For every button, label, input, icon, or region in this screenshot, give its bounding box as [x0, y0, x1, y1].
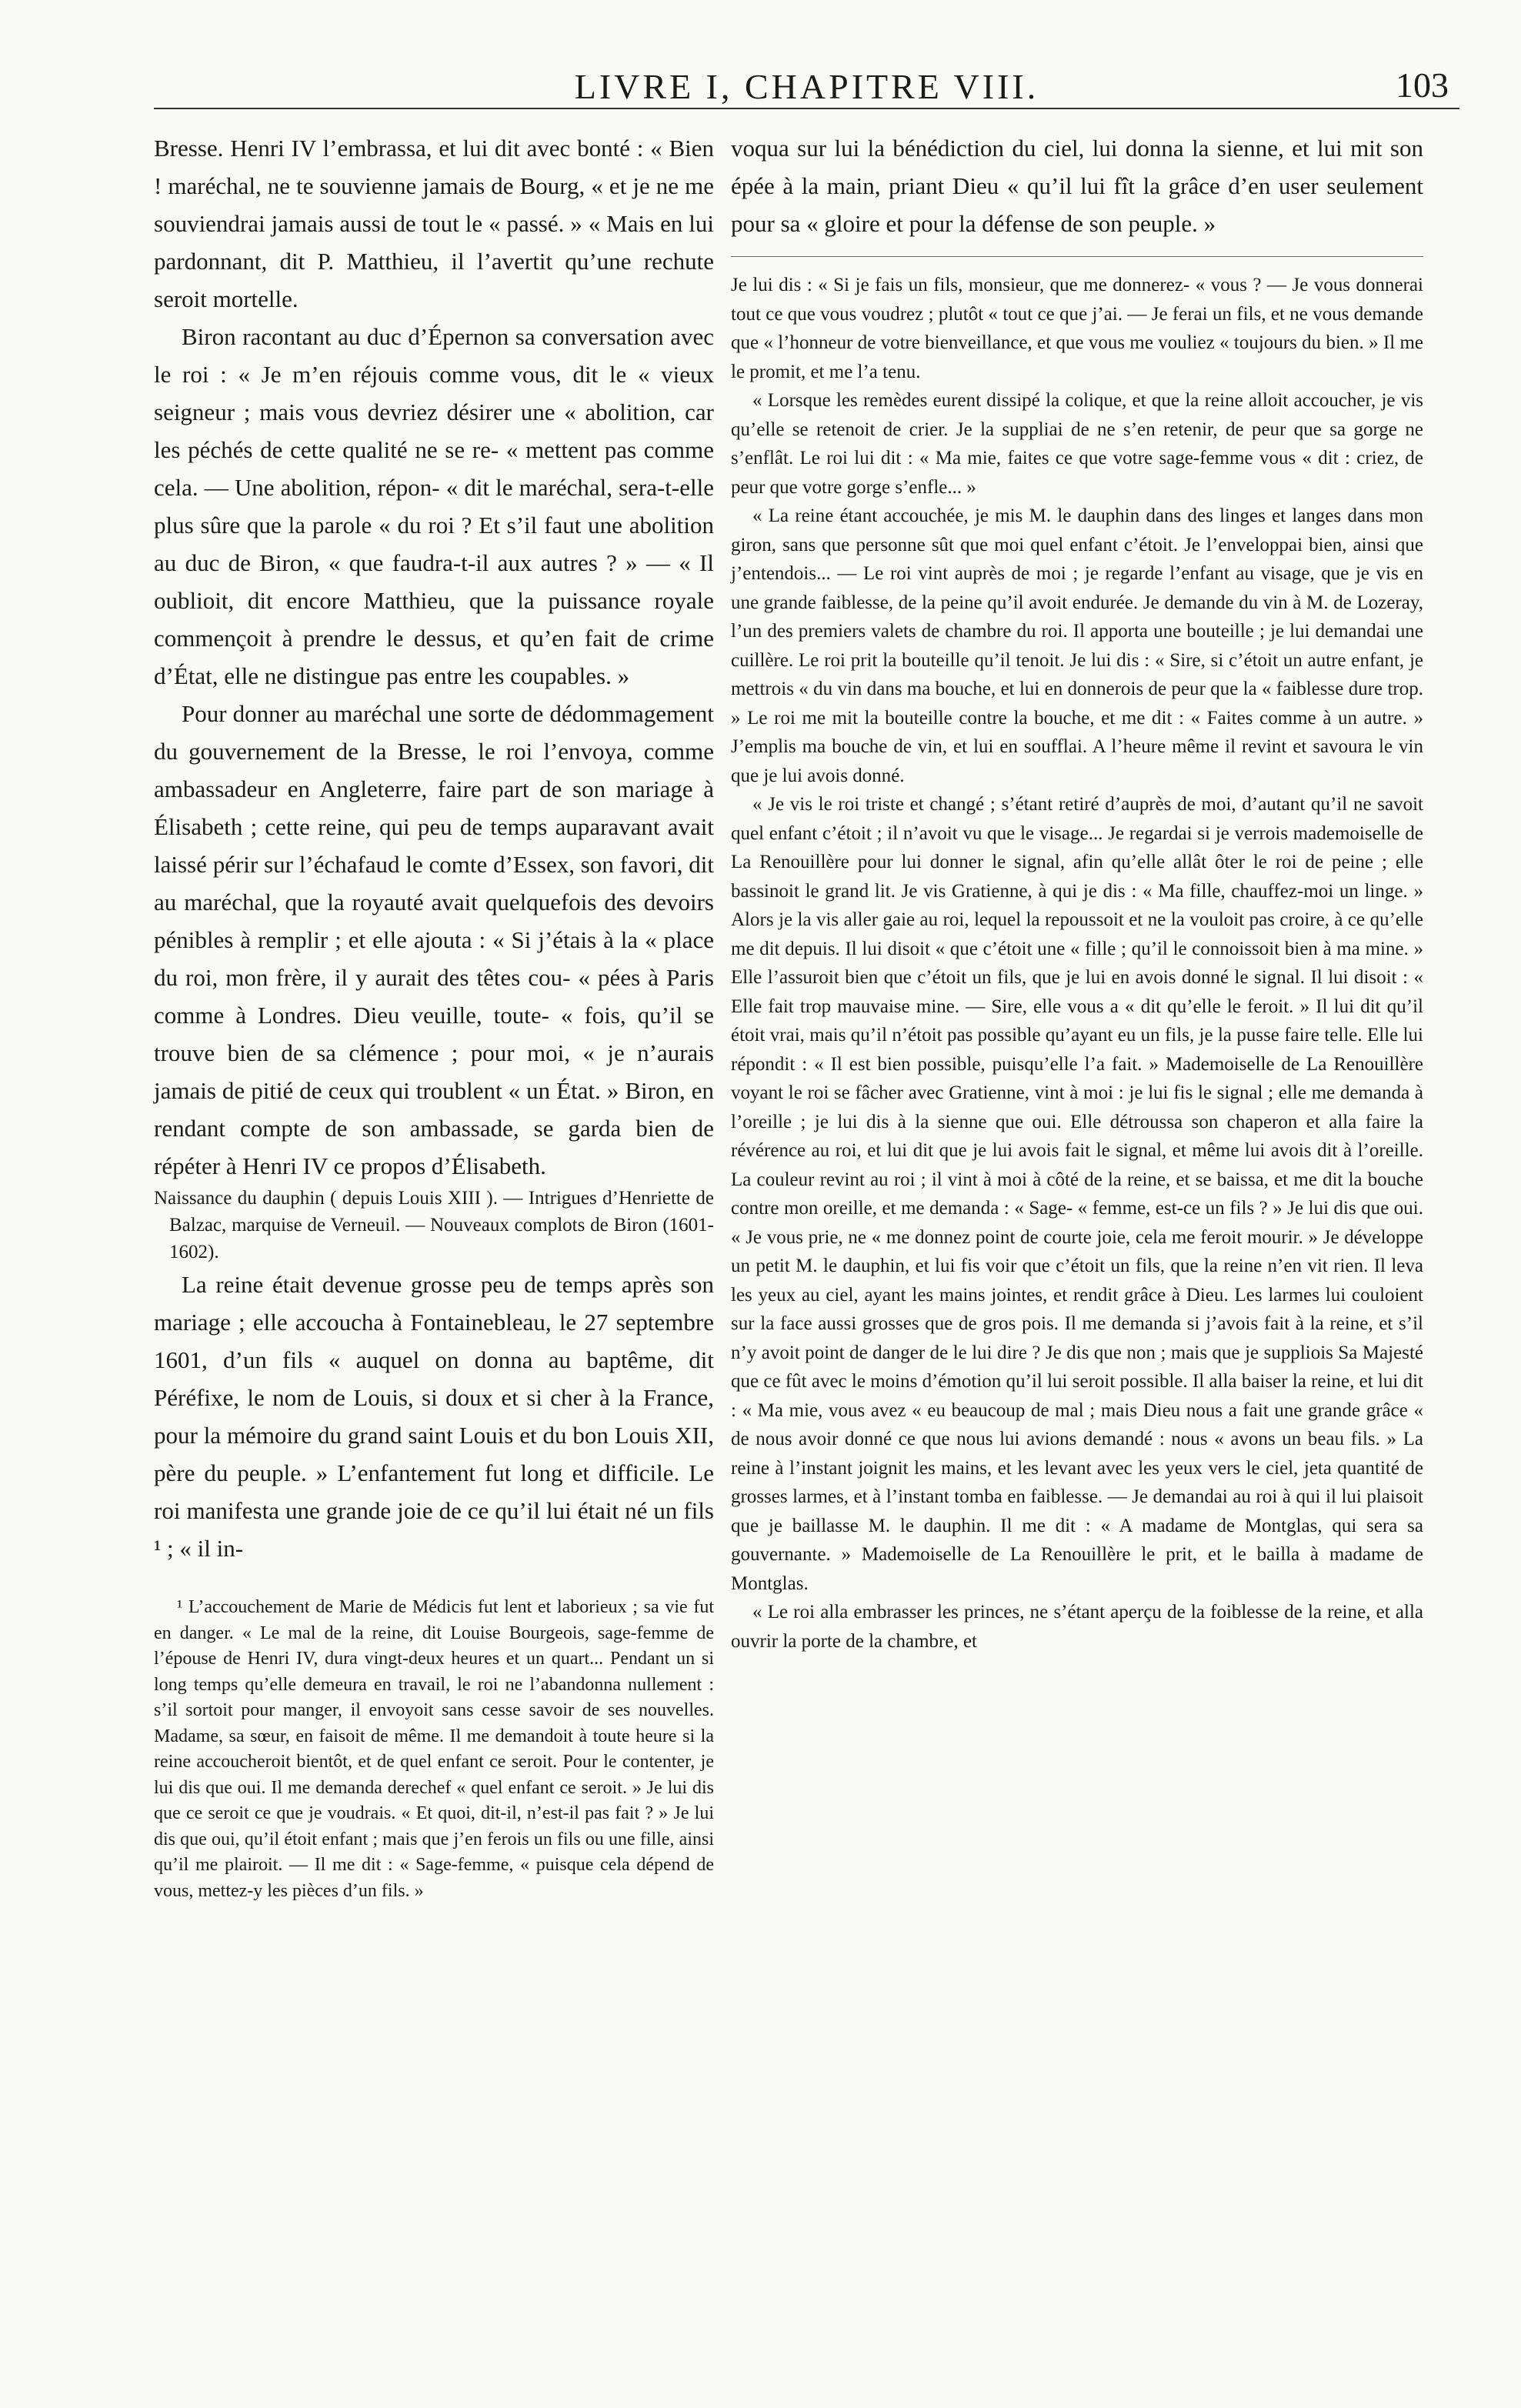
- paragraph: La reine était devenue grosse peu de temps après son mariage ; elle accoucha à Fontainebleau, le 27 septembre 1601, d’un fils « auquel on donna au baptême, dit Péréfixe, le nom de Louis, si doux et si cher à la France, pour la mémoire du grand saint Louis et du bon Louis XII, père du peuple. » L’enfantement fut long et difficile. Le roi manifesta une grande joie de ce qu’il lui était né un fils ¹ ; « il in-: [154, 1271, 714, 1562]
- paragraph: Biron racontant au duc d’Épernon sa conversation avec le roi : « Je m’en réjouis comme vous, dit le « vieux seigneur ; mais vous devriez désirer une « abolition, car les péchés de cette qualité ne se re- « mettent pas comme cela. — Une abolition, répon- « dit le maréchal, sera-t-elle plus sûre que la parole « du roi ? Et s’il faut une abolition au duc de Biron, « que faudra-t-il aux autres ? » — « Il oublioit, dit encore Matthieu, que la puissance royale commençoit à prendre le dessus, et qu’en fait de crime d’État, elle ne distingue pas entre les coupables. »: [154, 323, 714, 689]
- footnote-continuation: [731, 271, 1423, 1656]
- chapter-title: LIVRE I, CHAPITRE VIII.: [574, 67, 1039, 106]
- right-body: [731, 129, 1423, 242]
- paragraph: Bresse. Henri IV l’embrassa, et lui dit avec bonté : « Bien ! maréchal, ne te souvienne jamais de Bourg, « et je ne me souviendrai jamais aussi de tout le « passé. » « Mais en lui pardonnant, dit P. Matthieu, il l’avertit qu’une rechute seroit mortelle.: [154, 135, 714, 312]
- left-body: [154, 129, 714, 1185]
- running-header: [154, 62, 1459, 109]
- right-column: [731, 129, 1423, 1656]
- left-column: [154, 129, 714, 1904]
- section-summary: Naissance du dauphin ( depuis Louis XIII ). — Intrigues d’Henriette de Balzac, marquise de Verneuil. — Nouveaux complots de Biron (1601-1602).: [154, 1188, 714, 1262]
- page-number: 103: [1396, 65, 1449, 105]
- footnote: [154, 1595, 714, 1904]
- paragraph: voqua sur lui la bénédiction du ciel, lui donna la sienne, et lui mit son épée à la main, priant Dieu « qu’il lui fît la grâce d’en user seulement pour sa « gloire et pour la défense de son peuple. »: [731, 135, 1423, 237]
- paragraph: Pour donner au maréchal une sorte de dédommagement du gouvernement de la Bresse, le roi l’envoya, comme ambassadeur en Angleterre, faire part de son mariage à Élisabeth ; cette reine, qui peu de temps auparavant avait laissé périr sur l’échafaud le comte d’Essex, son favori, dit au maréchal, que la royauté avait quelquefois des devoirs pénibles à remplir ; et elle ajouta : « Si j’étais à la « place du roi, mon frère, il y aurait des têtes cou- « pées à Paris comme à Londres. Dieu veuille, toute- « fois, qu’il se trouve bien de sa clémence ; pour moi, « je n’aurais jamais de pitié de ceux qui troublent « un État. » Biron, en rendant compte de son ambassade, se garda bien de répéter à Henri IV ce propos d’Élisabeth.: [154, 700, 714, 1179]
- footnote-paragraph: « La reine étant accouchée, je mis M. le dauphin dans des linges et langes dans mon giron, sans que personne sût que moi quel enfant c’étoit. Je l’enveloppai bien, ainsi que j’entendois... — Le roi vint auprès de moi ; je regarde l’enfant au visage, que je vis en une grande faiblesse, de la peine qu’il avoit endurée. Je demande du vin à M. de Lozeray, l’un des premiers valets de chambre du roi. Il apporta une bouteille ; je lui demandai une cuillère. Le roi prit la bouteille qu’il tenoit. Je lui dis : « Sire, si c’étoit un autre enfant, je mettrois « du vin dans ma bouche, et lui en donnerois de peur que la « faiblesse dure trop. » Le roi me mit la bouteille contre la bouche, et me dit : « Faites comme à un autre. » J’emplis ma bouche de vin, et lui en soufflai. A l’heure même il revint et savoura le vin que je lui avois donné.: [731, 505, 1423, 786]
- left-body-2: [154, 1266, 714, 1567]
- footnote-paragraph: « Je vis le roi triste et changé ; s’étant retiré d’auprès de moi, d’autant qu’il ne savoit quel enfant c’étoit ; il n’avoit vu que le visage... Je regardai si je verrois mademoiselle de La Renouillère pour lui donner le signal, afin qu’elle allât ôter le roi de peine ; elle bassinoit le grand lit. Je vis Gratienne, à qui je dis : « Ma fille, chauffez-moi un linge. » Alors je la vis aller gaie au roi, lequel la repoussoit et ne la vouloit pas croire, à ce qu’elle me dit depuis. Il lui disoit « que c’étoit une « fille ; qu’il le connoissoit bien à ma mine. » Elle l’assuroit bien que c’étoit un fils, que je lui en avois donné le signal. Il lui disoit : « Elle fait trop mauvaise mine. — Sire, elle vous a « dit qu’elle le feroit. » Il lui dit qu’il étoit vrai, mais qu’il n’étoit pas possible qu’ayant eu un fils, je la pusse faire telle. Elle lui répondit : « Il est bien possible, puisqu’elle l’a fait. » Mademoiselle de La Renouillère voyant le roi se fâcher avec Gratienne, vint à moi : je lui fis le signal ; elle me demanda à l’oreille ; je lui dis à la sienne que oui. Elle détroussa son chaperon et alla faire la révérence au roi, et lui dit que je lui avois fait le signal, et même lui avois dit à l’oreille. La couleur revint au roi ; il vint à moi à côté de la reine, et se baissa, et me dit la bouche contre mon oreille, et me demanda : « Sage- « femme, est-ce un fils ? » Je lui dis que oui. « Je vous prie, ne « me donnez point de courte joie, cela me feroit mourir. » Je développe un petit M. le dauphin, et lui fis voir que c’étoit un fils, que la reine n’en vit rien. Il leva les yeux au ciel, ayant les mains jointes, et rendit grâce à Dieu. Les larmes lui couloient sur la face aussi grosses que de gros pois. Il me demanda si j’avois fait à la reine, et s’il n’y avoit point de danger de le lui dire ? Je dis que non ; mais que je suppliois Sa Majesté que ce fût avec le moins d’émotion qu’il lui seroit possible. Il alla baiser la reine, et lui dit : « Ma mie, vous avez « eu beaucoup de mal ; mais Dieu nous a fait une grande grâce « de nous avoir donné ce que nous lui avions demandé : nous « avons un beau fils. » La reine à l’instant joignit les mains, et les levant avec les yeux vers le ciel, jeta quantité de grosses larmes, et à l’instant tomba en faiblesse. — Je demandai au roi à qui il lui plaisoit que je baillasse M. le dauphin. Il me dit : « A madame de Montglas, qui sera sa gouvernante. » Mademoiselle de La Renouillère le prit, et le bailla à madame de Montglas.: [731, 794, 1423, 1594]
- footnote-paragraph: « Lorsque les remèdes eurent dissipé la colique, et que la reine alloit accoucher, je vis qu’elle se retenoit de crier. Je la suppliai de ne s’en retenir, de peur que sa gorge ne s’enflât. Le roi lui dit : « Ma mie, faites ce que votre sage-femme vous « dit : criez, de peur que votre gorge s’enfle... »: [731, 390, 1423, 498]
- footnote-paragraph: « Le roi alla embrasser les princes, ne s’étant aperçu de la foiblesse de la reine, et alla ouvrir la porte de la chambre, et: [731, 1602, 1423, 1652]
- footnote-text: ¹ L’accouchement de Marie de Médicis fut lent et laborieux ; sa vie fut en danger. « Le mal de la reine, dit Louise Bourgeois, sage-femme de l’épouse de Henri IV, dura vingt-deux heures et un quart... Pendant un si long temps qu’elle demeura en travail, le roi ne l’abandonna nullement : s’il sortoit pour manger, il envoyoit sans cesse savoir de ses nouvelles. Madame, sa sœur, en faisoit de même. Il me demandoit à toute heure si la reine accoucheroit bientôt, et de quel enfant ce seroit. Pour le contenter, je lui dis que oui. Il me demanda derechef « quel enfant ce seroit. » Je lui dis que ce seroit ce que je voudrais. « Et quoi, dit-il, n’est-il pas fait ? » Je lui dis que oui, qu’il étoit enfant ; mais que j’en ferois un fils ou une fille, ainsi qu’il me plairoit. — Il me dit : « Sage-femme, « puisque cela dépend de vous, mettez-y les pièces d’un fils. »: [154, 1597, 714, 1901]
- footnote-paragraph: Je lui dis : « Si je fais un fils, monsieur, que me donnerez- « vous ? — Je vous donnerai tout ce que vous voudrez ; plutôt « tout ce que j’ai. — Je ferai un fils, et ne vous demande que « l’honneur de votre bienveillance, et que vous me vouliez « toujours du bien. » Il me le promit, et me l’a tenu.: [731, 275, 1423, 382]
- divider: [731, 256, 1423, 257]
